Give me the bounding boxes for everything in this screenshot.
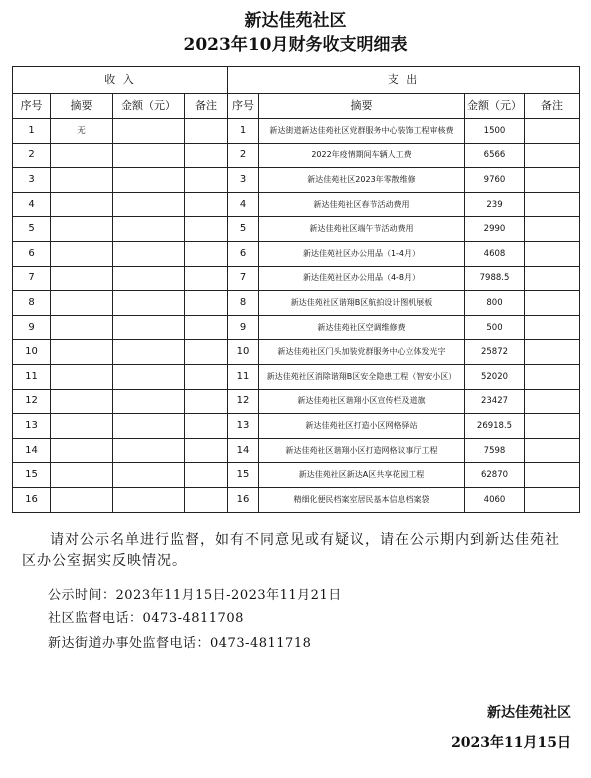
- expense-seq: 16: [228, 487, 259, 512]
- expense-amount: 239: [465, 192, 525, 217]
- income-desc: [51, 192, 113, 217]
- expense-desc: 新达佳苑社区谐翔小区宣传栏及道旗: [259, 389, 465, 414]
- income-desc: [51, 438, 113, 463]
- income-note: [185, 438, 228, 463]
- income-note: [185, 340, 228, 365]
- income-seq: 11: [13, 364, 51, 389]
- expense-desc: 新达佳苑社区办公用品（1-4月）: [259, 241, 465, 266]
- income-amount: [113, 315, 185, 340]
- column-header-row: [13, 94, 580, 119]
- expense-note: [525, 168, 580, 193]
- table-row: [13, 241, 580, 266]
- expense-amount: 4608: [465, 241, 525, 266]
- signature-org: 新达佳苑社区: [487, 705, 571, 721]
- income-desc: [51, 315, 113, 340]
- income-amount: [113, 389, 185, 414]
- income-seq: 8: [13, 291, 51, 316]
- income-desc: [51, 389, 113, 414]
- expense-desc: 新达佳苑社区谐翔B区航拍设计图机展板: [259, 291, 465, 316]
- income-note: [185, 364, 228, 389]
- income-desc: [51, 364, 113, 389]
- income-amount: [113, 414, 185, 439]
- expense-desc: 新达佳苑社区新达A区共享花园工程: [259, 463, 465, 488]
- expense-col-desc: 摘要: [259, 94, 465, 119]
- table-row: [13, 168, 580, 193]
- expense-desc: 新达佳苑社区谐翔小区打造网格议事厅工程: [259, 438, 465, 463]
- income-desc: [51, 217, 113, 242]
- income-amount: [113, 241, 185, 266]
- income-col-note: 备注: [185, 94, 228, 119]
- income-amount: [113, 487, 185, 512]
- expense-amount: 25872: [465, 340, 525, 365]
- income-note: [185, 241, 228, 266]
- table-row: [13, 266, 580, 291]
- expense-seq: 14: [228, 438, 259, 463]
- office-phone: 新达街道办事处监督电话：0473-4811718: [48, 636, 312, 651]
- income-seq: 15: [13, 463, 51, 488]
- signature-date: 2023年11月15日: [451, 735, 571, 751]
- expense-desc: 精细化便民档案室居民基本信息档案袋: [259, 487, 465, 512]
- table-row: [13, 192, 580, 217]
- income-desc: [51, 487, 113, 512]
- section-header-row: [13, 67, 580, 94]
- income-seq: 13: [13, 414, 51, 439]
- income-seq: 10: [13, 340, 51, 365]
- income-seq: 4: [13, 192, 51, 217]
- income-seq: 3: [13, 168, 51, 193]
- expense-seq: 11: [228, 364, 259, 389]
- income-header: 收 入: [13, 67, 228, 94]
- expense-note: [525, 291, 580, 316]
- expense-amount: 500: [465, 315, 525, 340]
- table-row: [13, 389, 580, 414]
- expense-amount: 6566: [465, 143, 525, 168]
- income-seq: 1: [13, 119, 51, 144]
- table-row: [13, 340, 580, 365]
- expense-desc: 新达佳苑社区春节活动费用: [259, 192, 465, 217]
- income-note: [185, 389, 228, 414]
- income-note: [185, 217, 228, 242]
- income-amount: [113, 266, 185, 291]
- notice-period: 公示时间：2023年11月15日-2023年11月21日: [48, 588, 342, 603]
- expense-note: [525, 463, 580, 488]
- expense-seq: 8: [228, 291, 259, 316]
- income-seq: 5: [13, 217, 51, 242]
- income-desc: 无: [51, 119, 113, 144]
- income-desc: [51, 463, 113, 488]
- table-row: [13, 487, 580, 512]
- expense-seq: 7: [228, 266, 259, 291]
- expense-seq: 15: [228, 463, 259, 488]
- expense-desc: 新达佳苑社区端午节活动费用: [259, 217, 465, 242]
- expense-note: [525, 192, 580, 217]
- expense-note: [525, 217, 580, 242]
- expense-note: [525, 241, 580, 266]
- income-seq: 6: [13, 241, 51, 266]
- income-col-seq: 序号: [13, 94, 51, 119]
- finance-table: [12, 66, 580, 513]
- expense-desc: 新达佳苑社区打造小区网格驿站: [259, 414, 465, 439]
- income-note: [185, 192, 228, 217]
- income-desc: [51, 414, 113, 439]
- expense-note: [525, 364, 580, 389]
- expense-seq: 3: [228, 168, 259, 193]
- income-desc: [51, 143, 113, 168]
- income-note: [185, 168, 228, 193]
- income-seq: 16: [13, 487, 51, 512]
- expense-desc: 新达佳苑社区消除谐翔B区安全隐患工程（智安小区）: [259, 364, 465, 389]
- expense-amount: 26918.5: [465, 414, 525, 439]
- income-desc: [51, 266, 113, 291]
- income-amount: [113, 364, 185, 389]
- income-col-desc: 摘要: [51, 94, 113, 119]
- notice-text: 请对公示名单进行监督，如有不同意见或有疑议，请在公示期内到新达佳苑社区办公室据实反映情况。: [22, 532, 560, 569]
- income-desc: [51, 168, 113, 193]
- expense-desc: 2022年疫情期间车辆人工费: [259, 143, 465, 168]
- income-amount: [113, 168, 185, 193]
- table-row: [13, 291, 580, 316]
- community-phone: 社区监督电话：0473-4811708: [48, 611, 244, 626]
- expense-amount: 4060: [465, 487, 525, 512]
- expense-desc: 新达佳苑社区空调维修费: [259, 315, 465, 340]
- document-title: 新达佳苑社区: [244, 11, 347, 31]
- expense-desc: 新达佳苑社区门头加装党群服务中心立体发光字: [259, 340, 465, 365]
- income-note: [185, 266, 228, 291]
- document-subtitle: 2023年10月财务收支明细表: [183, 35, 408, 55]
- income-note: [185, 143, 228, 168]
- income-amount: [113, 217, 185, 242]
- income-seq: 9: [13, 315, 51, 340]
- expense-note: [525, 414, 580, 439]
- expense-col-amount: 金额（元）: [465, 94, 525, 119]
- table-row: [13, 364, 580, 389]
- income-amount: [113, 340, 185, 365]
- expense-seq: 1: [228, 119, 259, 144]
- income-note: [185, 414, 228, 439]
- expense-amount: 7988.5: [465, 266, 525, 291]
- income-note: [185, 291, 228, 316]
- income-seq: 7: [13, 266, 51, 291]
- expense-col-note: 备注: [525, 94, 580, 119]
- expense-amount: 62870: [465, 463, 525, 488]
- table-row: [13, 143, 580, 168]
- income-desc: [51, 241, 113, 266]
- expense-col-seq: 序号: [228, 94, 259, 119]
- income-note: [185, 463, 228, 488]
- expense-note: [525, 143, 580, 168]
- income-seq: 12: [13, 389, 51, 414]
- income-seq: 14: [13, 438, 51, 463]
- table-row: [13, 438, 580, 463]
- expense-note: [525, 315, 580, 340]
- income-note: [185, 315, 228, 340]
- expense-note: [525, 340, 580, 365]
- expense-amount: 1500: [465, 119, 525, 144]
- expense-seq: 6: [228, 241, 259, 266]
- income-amount: [113, 438, 185, 463]
- expense-desc: 新达街道新达佳苑社区党群服务中心装饰工程审核费: [259, 119, 465, 144]
- income-amount: [113, 463, 185, 488]
- expense-amount: 7598: [465, 438, 525, 463]
- expense-note: [525, 119, 580, 144]
- expense-seq: 9: [228, 315, 259, 340]
- table-row: [13, 414, 580, 439]
- expense-note: [525, 389, 580, 414]
- expense-desc: 新达佳苑社区办公用品（4-8月）: [259, 266, 465, 291]
- income-amount: [113, 192, 185, 217]
- income-amount: [113, 143, 185, 168]
- expense-amount: 2990: [465, 217, 525, 242]
- income-desc: [51, 340, 113, 365]
- expense-amount: 800: [465, 291, 525, 316]
- expense-seq: 5: [228, 217, 259, 242]
- expense-seq: 10: [228, 340, 259, 365]
- expense-seq: 2: [228, 143, 259, 168]
- income-note: [185, 487, 228, 512]
- income-desc: [51, 291, 113, 316]
- expense-seq: 4: [228, 192, 259, 217]
- expense-note: [525, 487, 580, 512]
- income-amount: [113, 119, 185, 144]
- income-note: [185, 119, 228, 144]
- expense-amount: 52020: [465, 364, 525, 389]
- expense-amount: 9760: [465, 168, 525, 193]
- expense-note: [525, 266, 580, 291]
- expense-desc: 新达佳苑社区2023年零散维修: [259, 168, 465, 193]
- expense-amount: 23427: [465, 389, 525, 414]
- table-row: [13, 463, 580, 488]
- expense-seq: 13: [228, 414, 259, 439]
- expense-note: [525, 438, 580, 463]
- table-row: [13, 119, 580, 144]
- expense-header: 支 出: [228, 67, 580, 94]
- income-amount: [113, 291, 185, 316]
- expense-seq: 12: [228, 389, 259, 414]
- table-row: [13, 315, 580, 340]
- income-col-amount: 金额（元）: [113, 94, 185, 119]
- table-row: [13, 217, 580, 242]
- income-seq: 2: [13, 143, 51, 168]
